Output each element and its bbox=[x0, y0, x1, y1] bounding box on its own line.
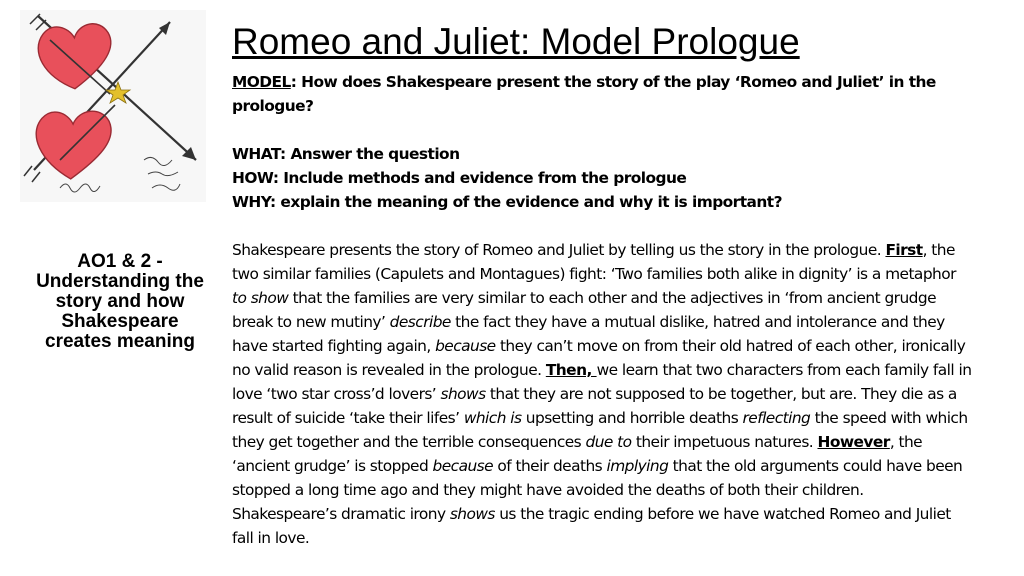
paragraph-run: However bbox=[817, 433, 890, 451]
model-paragraph bbox=[232, 238, 972, 550]
paragraph-run: implying bbox=[606, 457, 669, 475]
paragraph-run: because bbox=[435, 337, 496, 355]
paragraph-run: First bbox=[885, 241, 923, 259]
paragraph-run: that the families are very similar to each other and the adjectives in ‘from ancient grudge break to new mutiny’ bbox=[232, 289, 937, 331]
paragraph-run: , the ‘ancient grudge’ is stopped bbox=[232, 433, 923, 475]
paragraph-run: they can’t move on from their old hatred of each other, ironically no valid reason is revealed in the prologue. bbox=[232, 337, 966, 379]
paragraph-run: upsetting and horrible deaths bbox=[521, 409, 743, 427]
paragraph-run: the speed with which they get together and the terrible consequences bbox=[232, 409, 968, 451]
paragraph-run: us the tragic ending before we have watched Romeo and Juliet fall in love. bbox=[232, 505, 951, 547]
paragraph-run: , the two similar families (Capulets and Montagues) fight: ‘Two families both alike in dignity’ is a metaphor bbox=[232, 241, 956, 283]
what-instruction: WHAT: Answer the question bbox=[232, 145, 460, 163]
how-instruction: HOW: Include methods and evidence from the prologue bbox=[232, 169, 687, 187]
paragraph-run: which is bbox=[463, 409, 522, 427]
model-question-text: : How does Shakespeare present the story of the play ‘Romeo and Juliet’ in the prologue? bbox=[232, 73, 936, 115]
paragraph-run: to show bbox=[232, 289, 289, 307]
paragraph-run: that the old arguments could have been stopped a long time ago and they might have avoided the deaths of both their children. Shakespeare’s dramatic irony bbox=[232, 457, 963, 523]
paragraph-run: Shakespeare presents the story of Romeo and Juliet by telling us the story in the prologue. bbox=[232, 241, 886, 259]
hearts-arrows-icon bbox=[20, 10, 206, 202]
hearts-arrows-illustration bbox=[20, 10, 206, 202]
model-label: MODEL bbox=[232, 73, 291, 91]
slide-body bbox=[232, 70, 972, 550]
paragraph-run: due to bbox=[585, 433, 632, 451]
paragraph-run: describe bbox=[389, 313, 451, 331]
page-title: Romeo and Juliet: Model Prologue bbox=[232, 21, 800, 62]
why-instruction: WHY: explain the meaning of the evidence and why it is important? bbox=[232, 193, 782, 211]
paragraph-run: that they are not supposed to be together, but are. They die as a result of suicide ‘take their lifes’ bbox=[232, 385, 957, 427]
paragraph-run: because bbox=[432, 457, 494, 475]
paragraph-run: Then, bbox=[545, 361, 597, 379]
paragraph-run: the fact they have a mutual dislike, hatred and intolerance and they have started fighting again, bbox=[232, 313, 945, 355]
model-question bbox=[232, 70, 972, 118]
paragraph-run: their impetuous natures. bbox=[631, 433, 818, 451]
paragraph-run: of their deaths bbox=[493, 457, 607, 475]
paragraph-run: shows bbox=[449, 505, 495, 523]
paragraph-run: shows bbox=[440, 385, 486, 403]
paragraph-run: we learn that two characters from each family fall in love ‘two star cross’d lovers’ bbox=[232, 361, 972, 403]
assessment-objective-label: AO1 & 2 - Understanding the story and how Shakespeare creates meaning bbox=[36, 251, 204, 352]
paragraph-run: reflecting bbox=[742, 409, 811, 427]
